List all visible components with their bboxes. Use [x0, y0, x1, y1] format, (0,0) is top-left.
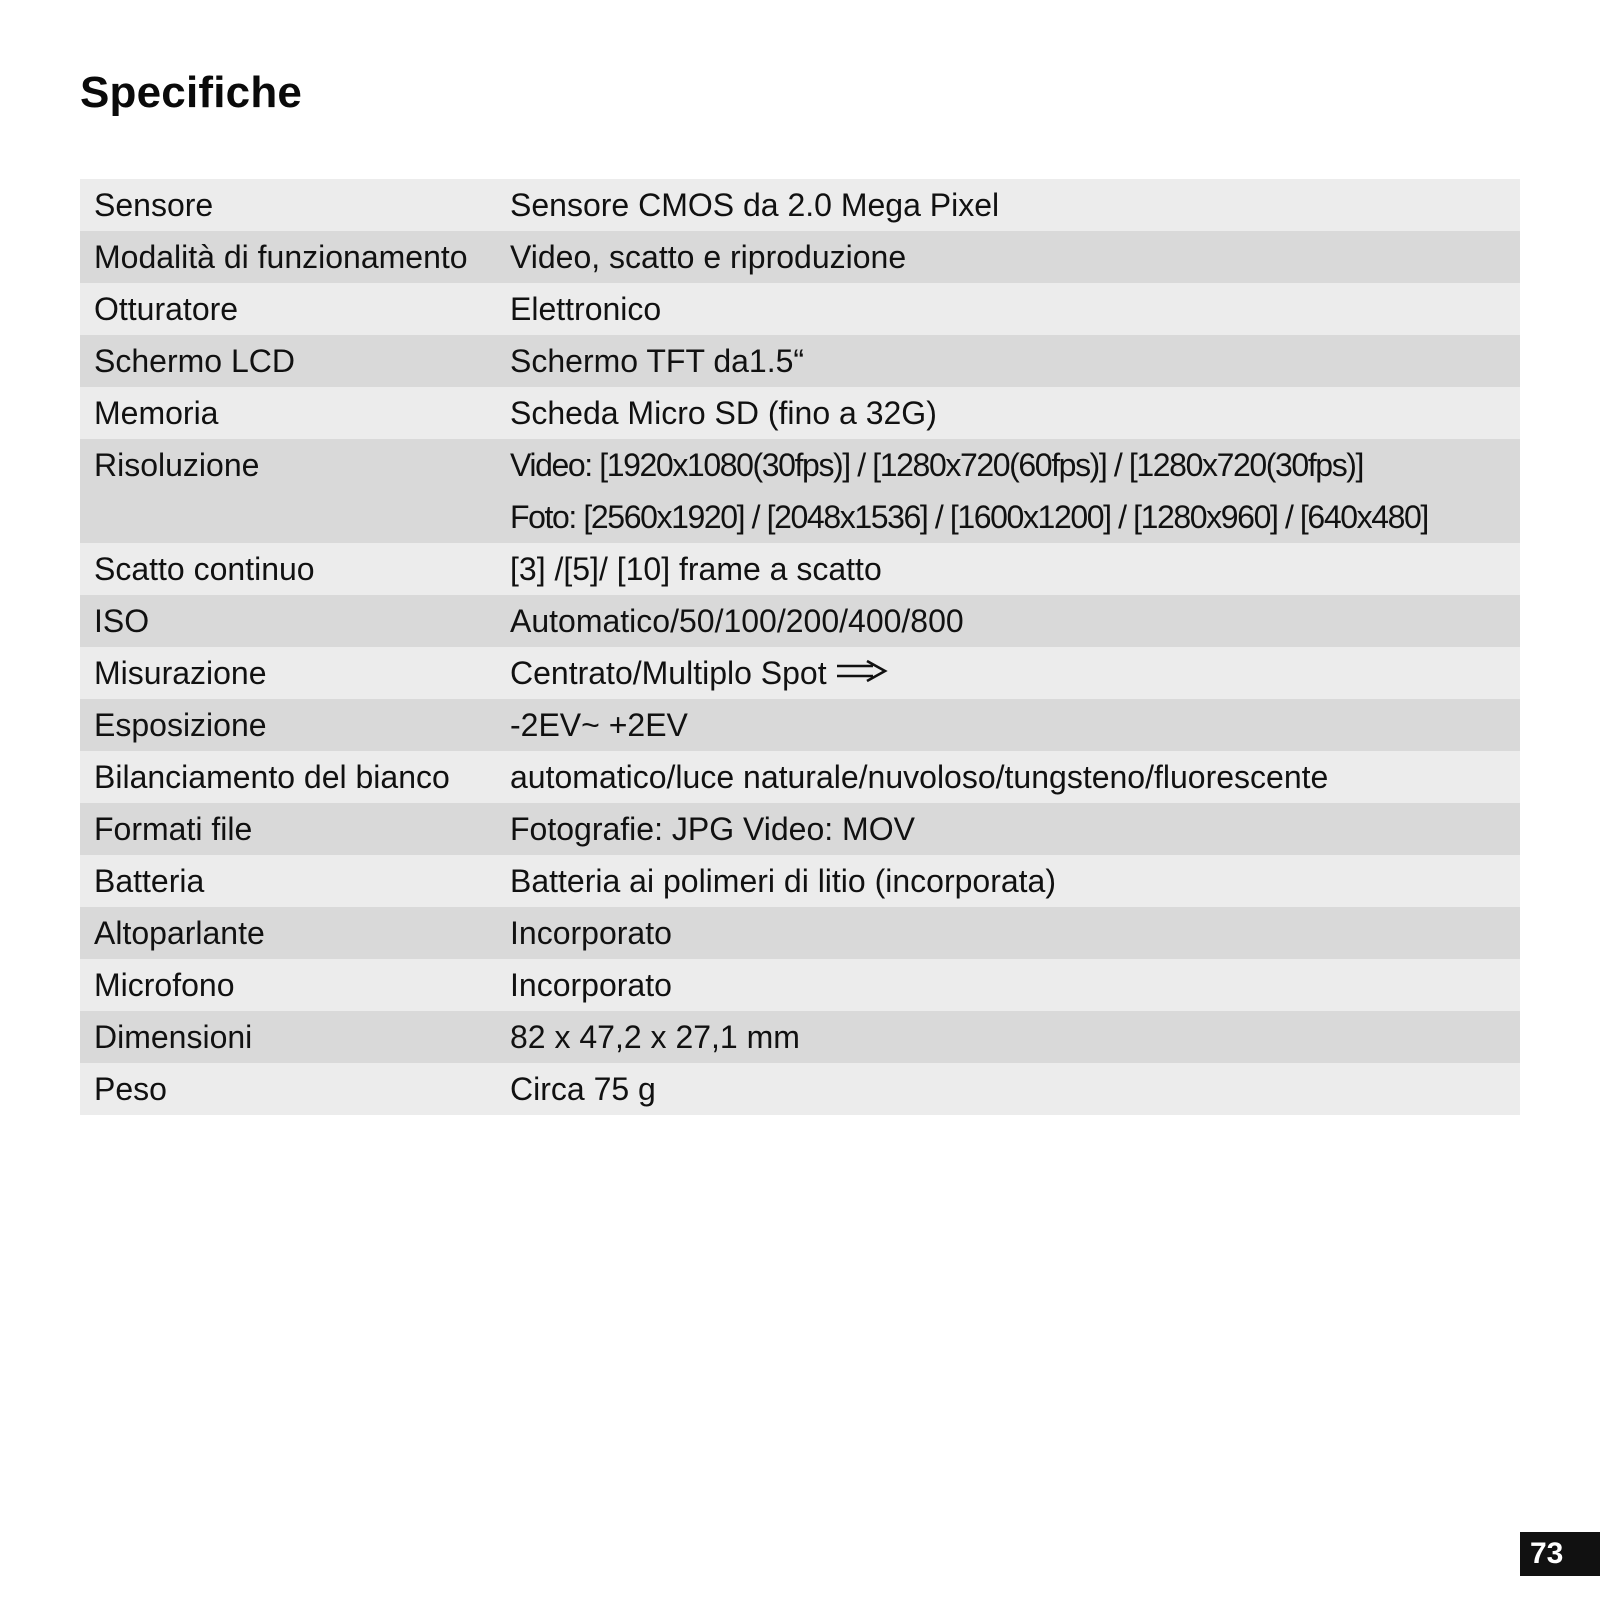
- spec-row-modalita: [80, 231, 1520, 283]
- spec-value: Schermo TFT da1.5“: [496, 335, 1520, 387]
- spec-label: Microfono: [80, 959, 496, 1011]
- spec-row-iso: [80, 595, 1520, 647]
- spec-row-misurazione: [80, 647, 1520, 699]
- spec-value: Batteria ai polimeri di litio (incorporata): [496, 855, 1520, 907]
- spec-label: Schermo LCD: [80, 335, 496, 387]
- spec-value: automatico/luce naturale/nuvoloso/tungsteno/fluorescente: [496, 751, 1520, 803]
- spec-value: Sensore CMOS da 2.0 Mega Pixel: [496, 179, 1520, 231]
- spec-row-peso: [80, 1063, 1520, 1115]
- page-title: Specifiche: [80, 68, 303, 117]
- spec-value-with-icon: [496, 647, 1520, 699]
- spec-value: Circa 75 g: [496, 1063, 1520, 1115]
- spec-value-line-video: Video: [1920x1080(30fps)] / [1280x720(60fps)] / [1280x720(30fps)]: [510, 447, 1364, 483]
- spec-row-otturatore: [80, 283, 1520, 335]
- spec-label: Peso: [80, 1063, 496, 1115]
- spec-row-schermo-lcd: [80, 335, 1520, 387]
- spec-row-batteria: [80, 855, 1520, 907]
- spec-value: Scheda Micro SD (fino a 32G): [496, 387, 1520, 439]
- spec-row-dimensioni: [80, 1011, 1520, 1063]
- spec-row-scatto-continuo: [80, 543, 1520, 595]
- spec-value-multiline: [496, 439, 1520, 543]
- spec-row-memoria: [80, 387, 1520, 439]
- spec-label: Formati file: [80, 803, 496, 855]
- spec-row-risoluzione: [80, 439, 1520, 543]
- spec-value: 82 x 47,2 x 27,1 mm: [496, 1011, 1520, 1063]
- spec-label: Sensore: [80, 179, 496, 231]
- spec-label: Batteria: [80, 855, 496, 907]
- spec-value: Centrato/Multiplo Spot: [510, 655, 827, 691]
- spec-label: Scatto continuo: [80, 543, 496, 595]
- spec-table: [80, 179, 1520, 1115]
- spec-label: Misurazione: [80, 647, 496, 699]
- spec-row-altoparlante: [80, 907, 1520, 959]
- spec-row-sensore: [80, 179, 1520, 231]
- spec-label: Memoria: [80, 387, 496, 439]
- spec-label: Esposizione: [80, 699, 496, 751]
- spec-row-formati-file: [80, 803, 1520, 855]
- spec-label: Risoluzione: [80, 439, 496, 543]
- spec-label: Otturatore: [80, 283, 496, 335]
- spec-value-line-foto: Foto: [2560x1920] / [2048x1536] / [1600x1200] / [1280x960] / [640x480]: [510, 499, 1428, 535]
- spec-row-bilanciamento: [80, 751, 1520, 803]
- spec-value: [3] /[5]/ [10] frame a scatto: [496, 543, 1520, 595]
- spec-value: Incorporato: [496, 959, 1520, 1011]
- spec-row-esposizione: [80, 699, 1520, 751]
- spec-label: Altoparlante: [80, 907, 496, 959]
- spec-row-microfono: [80, 959, 1520, 1011]
- double-arrow-right-icon: [835, 647, 889, 699]
- spec-label: ISO: [80, 595, 496, 647]
- spec-value: Incorporato: [496, 907, 1520, 959]
- spec-label: Dimensioni: [80, 1011, 496, 1063]
- page-number: 73: [1520, 1532, 1600, 1576]
- spec-value: Video, scatto e riproduzione: [496, 231, 1520, 283]
- spec-value: Automatico/50/100/200/400/800: [496, 595, 1520, 647]
- spec-value: Elettronico: [496, 283, 1520, 335]
- spec-value: Fotografie: JPG Video: MOV: [496, 803, 1520, 855]
- spec-label: Bilanciamento del bianco: [80, 751, 496, 803]
- spec-label: Modalità di funzionamento: [80, 231, 496, 283]
- spec-value: -2EV~ +2EV: [496, 699, 1520, 751]
